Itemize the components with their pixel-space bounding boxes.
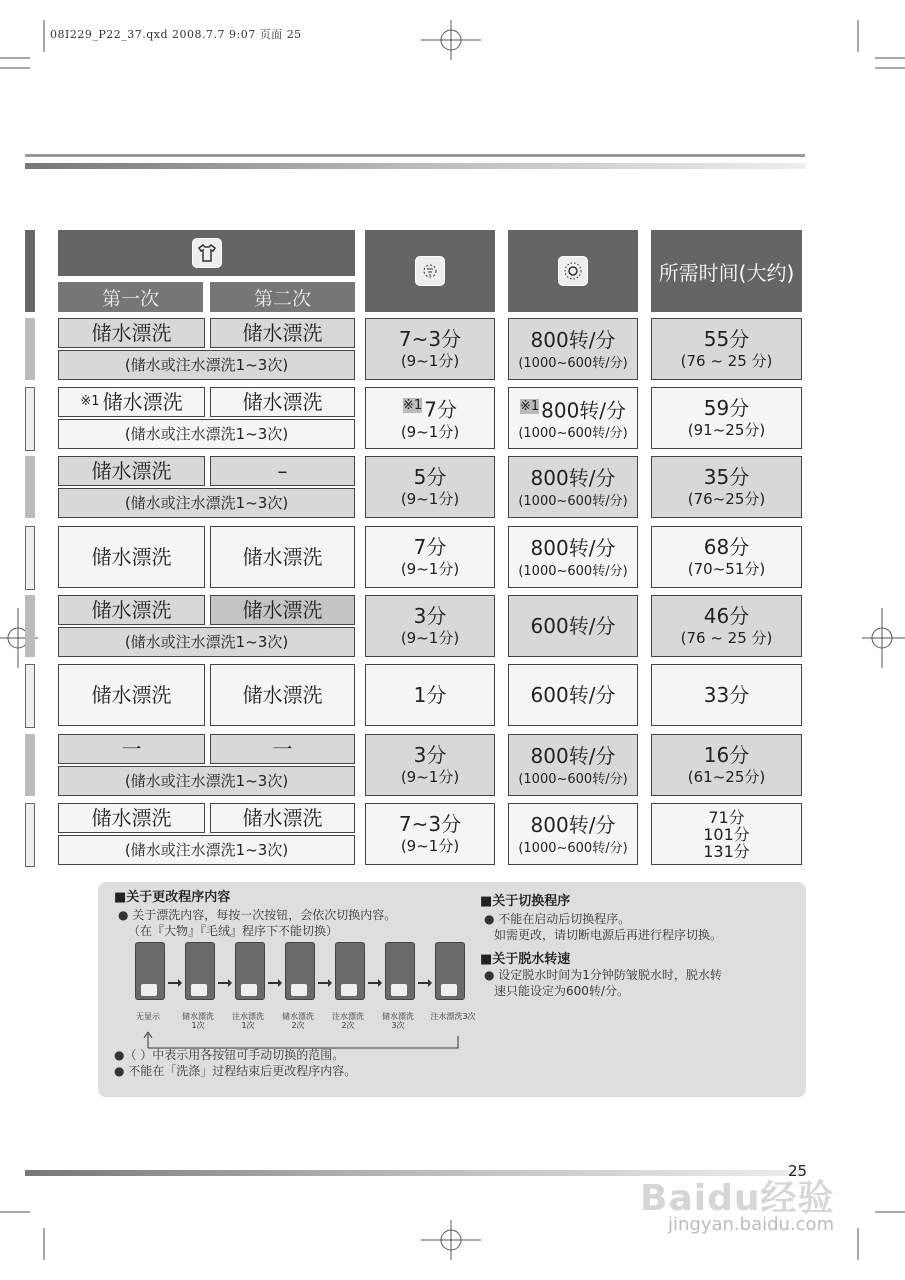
display-sequence xyxy=(132,942,472,1012)
notes-spin-line1: ● 设定脱水时间为1分钟防皱脱水时，脱水转 xyxy=(484,968,722,982)
cell-text: (储水或注水漂洗1~3次) xyxy=(124,633,289,651)
cell-text: (1000~600转/分) xyxy=(518,840,628,856)
cell-text: 3分 xyxy=(413,743,447,767)
row5-rinse xyxy=(365,595,495,657)
cell-text: (76~25分) xyxy=(687,490,766,508)
caption: 储水漂洗 3次 xyxy=(382,1012,414,1030)
left-edge-bar xyxy=(25,230,35,312)
cell-text: 储水漂洗 xyxy=(242,598,323,622)
row6-time xyxy=(651,664,802,726)
row7-rinse xyxy=(365,734,495,796)
cell-text: 55分 xyxy=(703,327,750,351)
row7-time xyxy=(651,734,802,796)
cell-text: 800转/分 xyxy=(530,743,616,768)
left-edge-bar xyxy=(25,595,35,657)
cell-text: 101分 xyxy=(703,824,750,844)
row1-first xyxy=(58,318,205,348)
row5-time xyxy=(651,595,802,657)
cell-text: 7~3分 xyxy=(398,327,462,351)
watermark-url: jingyan.baidu.com xyxy=(668,1214,835,1235)
caption: 注水漂洗 1次 xyxy=(232,1012,264,1030)
cell-text: (91~25分) xyxy=(687,421,766,439)
cell-text: 600转/分 xyxy=(530,683,616,707)
rinse-time-header xyxy=(365,230,495,312)
row8-spin xyxy=(508,803,638,865)
row6-second xyxy=(210,664,355,726)
cell-text: 600转/分 xyxy=(530,614,616,638)
row3-second xyxy=(210,456,355,486)
page-number: 25 xyxy=(788,1162,808,1180)
left-edge-bar xyxy=(25,318,35,380)
cell-text: (1000~600转/分) xyxy=(518,355,628,371)
row3-rinse xyxy=(365,456,495,518)
cell-text: 71分 xyxy=(708,807,745,827)
row3-sub xyxy=(58,488,355,518)
cell-text: 储水漂洗 xyxy=(242,390,323,414)
cell-text: 7~3分 xyxy=(398,812,462,836)
cell-text: (储水或注水漂洗1~3次) xyxy=(124,494,289,512)
row2-first xyxy=(58,387,205,417)
notes-spin-title: ■关于脱水转速 xyxy=(480,952,571,967)
row5-first xyxy=(58,595,205,625)
caption: 储水漂洗 2次 xyxy=(282,1012,314,1030)
row1-sub xyxy=(58,350,355,380)
row4-second xyxy=(210,526,355,588)
spin-header xyxy=(508,230,638,312)
time-header xyxy=(651,230,802,312)
cell-text: (1000~600转/分) xyxy=(518,771,628,787)
left-edge-bar xyxy=(25,803,35,867)
cell-text: (1000~600转/分) xyxy=(518,493,628,509)
cell-text: 储水漂洗 xyxy=(242,683,323,707)
row3-spin xyxy=(508,456,638,518)
cell-text: 储水漂洗 xyxy=(242,545,323,569)
left-edge-bar xyxy=(25,526,35,590)
cell-text: 7分 xyxy=(413,535,447,559)
left-edge-bar xyxy=(25,734,35,796)
cell-text: (70~51分) xyxy=(687,560,766,578)
cell-text: (9~1分) xyxy=(400,352,460,370)
cell-text: (9~1分) xyxy=(400,490,460,508)
cell-text: – xyxy=(277,459,288,483)
notes-change-line1: ● 关于漂洗内容，每按一次按钮，会依次切换内容。 xyxy=(118,908,397,922)
top-rule xyxy=(25,154,805,157)
row5-second xyxy=(210,595,355,625)
left-edge-bar xyxy=(25,664,35,728)
cell-text: 储水漂洗 xyxy=(91,459,172,483)
top-rule-gradient xyxy=(25,163,805,169)
cell-text: 59分 xyxy=(703,396,750,420)
cell-text: (61~25分) xyxy=(687,768,766,786)
row6-first xyxy=(58,664,205,726)
cell-text: (9~1分) xyxy=(400,629,460,647)
left-edge-bar xyxy=(25,456,35,518)
cell-text: 一 xyxy=(272,737,293,761)
row8-time xyxy=(651,803,802,865)
second-time-label: 第二次 xyxy=(253,287,311,310)
cell-text: 16分 xyxy=(703,743,750,767)
row8-sub xyxy=(58,835,355,865)
row1-rinse xyxy=(365,318,495,380)
cell-text: 储水漂洗 xyxy=(91,598,172,622)
row1-spin xyxy=(508,318,638,380)
row2-sub xyxy=(58,419,355,449)
cell-text: (9~1分) xyxy=(400,560,460,578)
cell-text: (1000~600转/分) xyxy=(518,563,628,579)
first-time-header xyxy=(58,282,203,312)
cell-text: (储水或注水漂洗1~3次) xyxy=(124,772,289,790)
cell-text: (9~1分) xyxy=(400,837,460,855)
row7-first xyxy=(58,734,205,764)
cell-text: 一 xyxy=(121,737,142,761)
spin-icon xyxy=(558,256,588,286)
notes-change-line2: （在『大物』『毛绒』程序下不能切换） xyxy=(128,924,339,938)
cell-text: (储水或注水漂洗1~3次) xyxy=(124,356,289,374)
row7-second xyxy=(210,734,355,764)
caption: 储水漂洗 1次 xyxy=(182,1012,214,1030)
notes-switch-line1: ● 不能在启动后切换程序。 xyxy=(484,912,631,926)
cell-text: 5分 xyxy=(413,465,447,489)
notes-spin-line2: 速只能设定为600转/分。 xyxy=(494,984,629,998)
notes-switch-line2: 如需更改，请切断电源后再进行程序切换。 xyxy=(494,928,723,942)
first-time-label: 第一次 xyxy=(101,287,159,310)
cell-text: 33分 xyxy=(703,683,750,707)
notes-bullet1: ●（ ）中表示用各按钮可手动切换的范围。 xyxy=(114,1048,345,1062)
row8-first xyxy=(58,803,205,833)
cell-text: 131分 xyxy=(703,841,750,861)
caption: 注水漂洗 2次 xyxy=(332,1012,364,1030)
row2-time xyxy=(651,387,802,449)
cell-text: 800转/分 xyxy=(530,327,616,352)
notes-bullet2: ● 不能在「洗涤」过程结束后更改程序内容。 xyxy=(114,1064,357,1078)
cell-text: (9~1分) xyxy=(400,422,460,441)
row5-spin xyxy=(508,595,638,657)
row3-first xyxy=(58,456,205,486)
watermark-logo: Baidu经验 xyxy=(640,1178,835,1219)
notes-switch-title: ■关于切换程序 xyxy=(480,894,571,909)
row3-time xyxy=(651,456,802,518)
row4-spin xyxy=(508,526,638,588)
shirt-icon xyxy=(192,238,222,268)
cell-text: 800转/分 xyxy=(530,535,616,560)
note-mark: ※1 xyxy=(80,394,100,409)
cell-text: 46分 xyxy=(703,604,750,628)
cell-text: (储水或注水漂洗1~3次) xyxy=(124,841,289,859)
cell-text: 储水漂洗 xyxy=(242,321,323,345)
cell-text: 储水漂洗 xyxy=(102,390,183,414)
row2-rinse xyxy=(365,387,495,449)
row2-spin xyxy=(508,387,638,449)
row6-spin xyxy=(508,664,638,726)
second-time-header xyxy=(210,282,355,312)
notes-change-title: ■关于更改程序内容 xyxy=(114,890,231,905)
time-header-label: 所需时间(大约) xyxy=(658,260,795,285)
row8-rinse xyxy=(365,803,495,865)
row1-time xyxy=(651,318,802,380)
file-header: 08I229_P22_37.qxd 2008.7.7 9:07 页面 25 xyxy=(50,28,302,41)
row7-spin xyxy=(508,734,638,796)
cell-text: 储水漂洗 xyxy=(91,806,172,830)
left-edge-bar xyxy=(25,387,35,451)
cell-text: 7分 xyxy=(424,397,457,422)
rinse-header xyxy=(58,230,355,276)
rinse-time-icon xyxy=(415,256,445,286)
row2-second xyxy=(210,387,355,417)
cell-text: 储水漂洗 xyxy=(91,545,172,569)
cell-text: 3分 xyxy=(413,604,447,628)
caption: 无显示 xyxy=(136,1012,160,1021)
row4-first xyxy=(58,526,205,588)
cell-text: 储水漂洗 xyxy=(242,806,323,830)
cell-text: (76 ~ 25 分) xyxy=(680,629,773,647)
row7-sub xyxy=(58,766,355,796)
row4-rinse xyxy=(365,526,495,588)
cell-text: (76 ~ 25 分) xyxy=(680,352,773,370)
cell-text: 800转/分 xyxy=(530,465,616,490)
cell-text: 800转/分 xyxy=(541,398,627,423)
note-mark: ※1 xyxy=(403,398,423,414)
cell-text: 35分 xyxy=(703,465,750,489)
cell-text: (储水或注水漂洗1~3次) xyxy=(124,425,289,443)
row6-rinse xyxy=(365,664,495,726)
cell-text: (1000~600转/分) xyxy=(518,426,628,442)
row8-second xyxy=(210,803,355,833)
caption: 注水漂洗3次 xyxy=(430,1012,476,1021)
cell-text: 储水漂洗 xyxy=(91,321,172,345)
arrow-icon xyxy=(132,942,472,1012)
note-mark: ※1 xyxy=(519,398,540,414)
row4-time xyxy=(651,526,802,588)
row1-second xyxy=(210,318,355,348)
row5-sub xyxy=(58,627,355,657)
cell-text: 1分 xyxy=(413,683,447,707)
cell-text: 储水漂洗 xyxy=(91,683,172,707)
cell-text: 800转/分 xyxy=(530,812,616,837)
cell-text: (9~1分) xyxy=(400,768,460,786)
cell-text: 68分 xyxy=(703,535,750,559)
